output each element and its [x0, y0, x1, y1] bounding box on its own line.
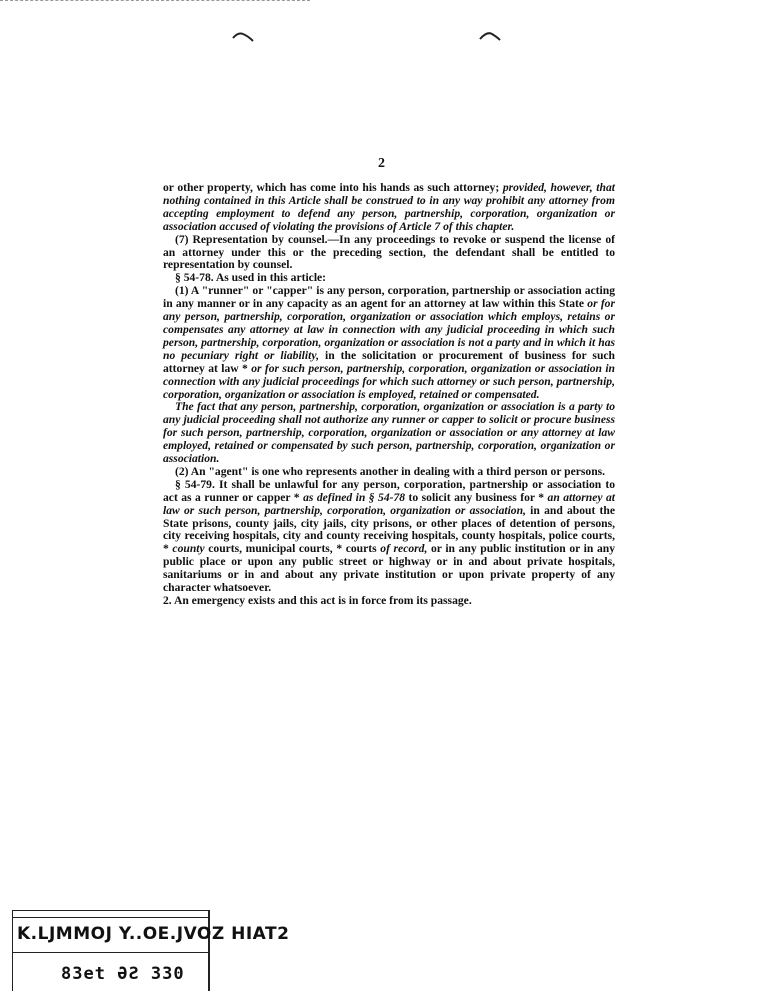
- text-run: (1) A "runner" or "capper" is any person, corporation, partnership or association acting in any manner or in any capacity as an agent for an attorney at law within this State: [163, 284, 615, 311]
- italic-text: or for such person, partnership, corporation, organization or association in connection with any judicial proceedings for which such attorney or such person, partnership, corporation, organization or association is employed, retained or compensated.: [163, 361, 615, 401]
- text-run: to solicit any business for *: [405, 490, 548, 504]
- text-run: § 54-79. It shall be unlawful for any person, corporation, partnership or association to act as a runner or capper *: [163, 477, 615, 504]
- italic-text: provided, however, that nothing contained in this Article shall be construed to in any way prohibit any attorney from accepting employment to defend any person, partnership, corporation, organization or association accused of violating the provisions of Article 7 of this chapter.: [163, 181, 615, 233]
- text-run: (2) An "agent" is one who represents another in dealing with a third person or persons.: [175, 464, 606, 478]
- paragraph: [163, 479, 615, 595]
- punch-mark-right: [479, 30, 501, 42]
- italic-text: The fact that any person, partnership, corporation, organization or association is a party to any judicial proceeding shall not authorize any runner or capper to solicit or procure business for such person, partnership, corporation, organization or association or any attorney at law employed, retained or compensated by such person, partnership, corporation, organization or association.: [163, 400, 615, 466]
- received-stamp: [12, 910, 290, 991]
- text-run: in the solicitation or procurement of business for such attorney at law *: [163, 348, 615, 375]
- text-run: or other property, which has come into his hands as such attorney;: [163, 181, 503, 194]
- paragraph: [163, 285, 615, 401]
- page-number: 2: [378, 156, 385, 171]
- text-run: in and about the State prisons, county jails, city jails, city prisons, or other places of detention of persons, city receiving hospitals, city and county receiving hospitals, county hospitals, police courts, *: [163, 503, 616, 556]
- text-run: or in any public institution or in any public place or upon any public street or highway or in and about private hospitals, sanitariums or in and about any private institution or upon private property of any character whatsoever.: [163, 542, 615, 595]
- document-body: [163, 182, 615, 608]
- text-run: courts, municipal courts, * courts: [204, 542, 381, 556]
- italic-text: of record,: [380, 542, 428, 556]
- text-run: § 54-78. As used in this article:: [175, 271, 327, 285]
- paragraph: [163, 182, 615, 234]
- italic-text: an attorney at law or such person, partnership, corporation, organization or association,: [163, 490, 615, 517]
- italic-text: as defined in § 54-78: [303, 490, 406, 504]
- italic-text: county: [172, 542, 205, 556]
- paragraph: [163, 234, 615, 273]
- top-dashed-border: [0, 0, 310, 1]
- stamp-line-2: 83et ƏƧ 330: [61, 964, 185, 984]
- text-run: (7) Representation by counsel.—In any proceedings to revoke or suspend the license of an attorney under this or the preceding section, the defendant shall be entitled to representation by counsel.: [163, 232, 615, 272]
- italic-text: or for any person, partnership, corporation, organization or association which employs, retains or compensates any attorney at law in connection with any judicial proceeding in which such person, partnership, corporation, organization or association is not a party and in which it has no pecuniary right or liability,: [163, 297, 615, 362]
- text-run: 2. An emergency exists and this act is in force from its passage.: [163, 594, 472, 607]
- paragraph: [163, 401, 615, 466]
- punch-mark-left: [232, 30, 254, 42]
- stamp-line-1: K.LJMMOJ Y..OE.JVOZ HIAT2: [17, 924, 290, 944]
- paragraph: [163, 595, 615, 608]
